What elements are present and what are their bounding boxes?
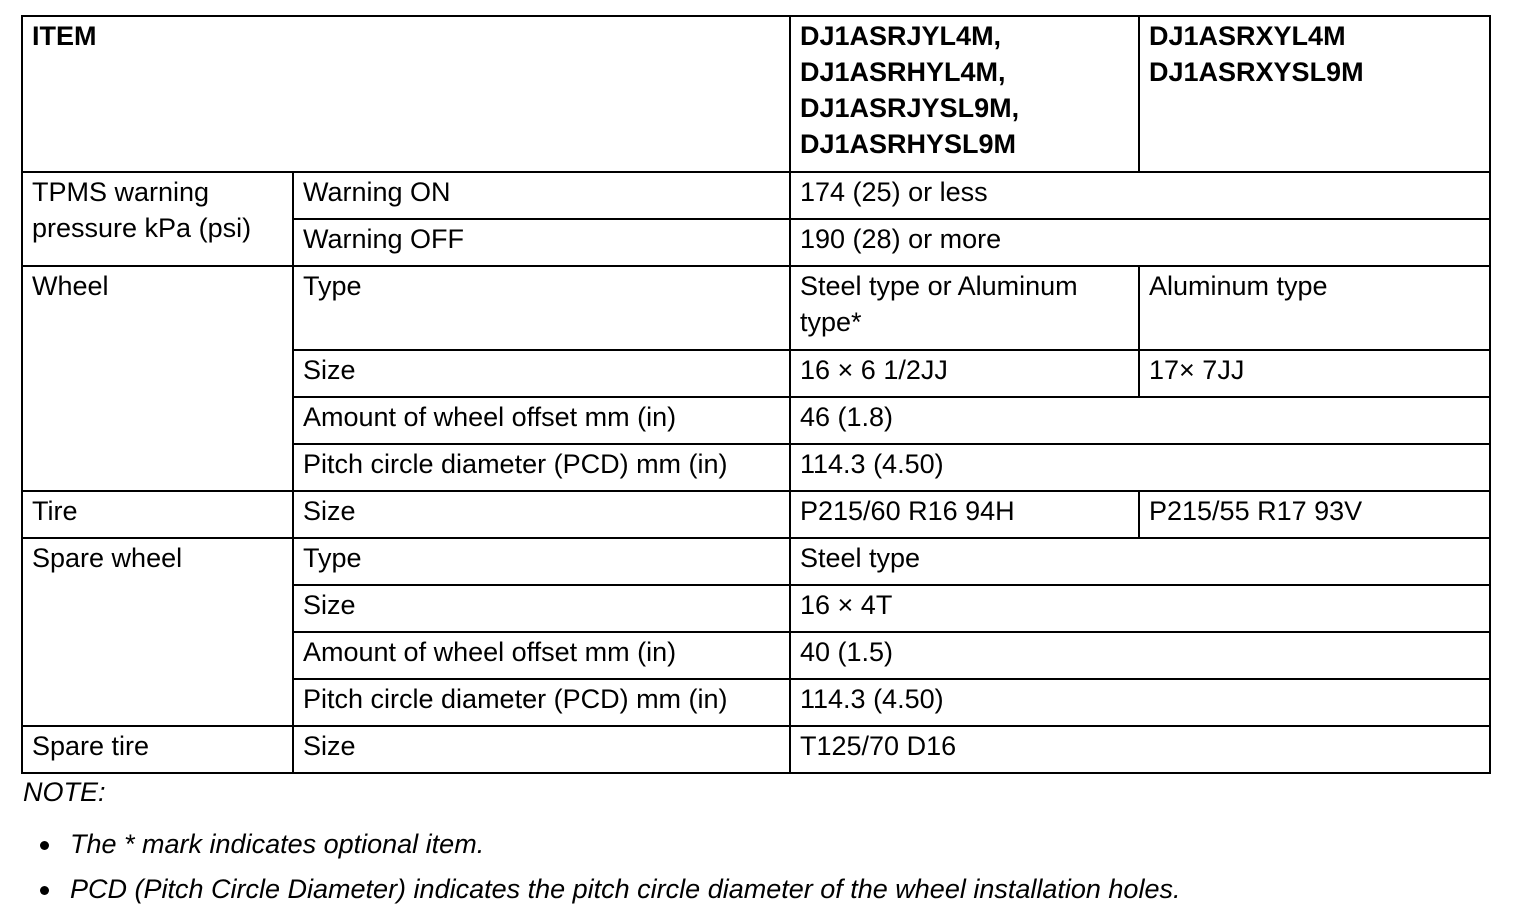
value-cell: 174 (25) or less: [790, 172, 1490, 219]
model-code: DJ1ASRXYL4M: [1149, 21, 1346, 51]
row-label-cell: Size: [293, 726, 790, 773]
model-code: DJ1ASRHYL4M,: [800, 57, 1006, 87]
value-cell: P215/55 R17 93V: [1139, 491, 1490, 538]
note-item: [40, 822, 1180, 867]
value-cell: Steel type or Aluminum type*: [790, 266, 1139, 350]
table-row: [22, 491, 1490, 538]
model-code: DJ1ASRJYL4M,: [800, 21, 1002, 51]
row-label-cell: Amount of wheel offset mm (in): [293, 632, 790, 679]
model-code: DJ1ASRJYSL9M,: [800, 93, 1020, 123]
value-cell: Aluminum type: [1139, 266, 1490, 350]
value-cell: 17× 7JJ: [1139, 350, 1490, 397]
value-cell: 190 (28) or more: [790, 219, 1490, 266]
table-row: [22, 172, 1490, 219]
value-cell: 114.3 (4.50): [790, 679, 1490, 726]
note-list: [40, 822, 1180, 912]
value-cell: T125/70 D16: [790, 726, 1490, 773]
tire-label-cell: Tire: [22, 491, 293, 538]
row-label-cell: Type: [293, 538, 790, 585]
table-row: [22, 726, 1490, 773]
row-label-cell: Type: [293, 266, 790, 350]
row-label-cell: Size: [293, 350, 790, 397]
tpms-label-cell: TPMS warning pressure kPa (psi): [22, 172, 293, 266]
bullet-icon: [40, 841, 49, 850]
note-text: PCD (Pitch Circle Diameter) indicates the pitch circle diameter of the wheel installation holes.: [70, 874, 1181, 904]
spare-wheel-label-cell: Spare wheel: [22, 538, 293, 726]
value-cell: 16 × 6 1/2JJ: [790, 350, 1139, 397]
value-cell: 46 (1.8): [790, 397, 1490, 444]
note-title: NOTE:: [23, 777, 106, 807]
table-row: [22, 266, 1490, 350]
header-row: [22, 16, 1490, 172]
row-label-cell: Warning ON: [293, 172, 790, 219]
value-cell: 114.3 (4.50): [790, 444, 1490, 491]
row-label-cell: Pitch circle diameter (PCD) mm (in): [293, 444, 790, 491]
header-models-a-cell: [790, 16, 1139, 172]
value-cell: 40 (1.5): [790, 632, 1490, 679]
bullet-icon: [40, 886, 49, 895]
value-cell: 16 × 4T: [790, 585, 1490, 632]
row-label-cell: Size: [293, 491, 790, 538]
wheel-label-cell: Wheel: [22, 266, 293, 491]
spec-table: [21, 15, 1491, 774]
header-models-b-cell: [1139, 16, 1490, 172]
note-item: [40, 867, 1180, 912]
value-cell: Steel type: [790, 538, 1490, 585]
value-cell: P215/60 R16 94H: [790, 491, 1139, 538]
table-row: [22, 538, 1490, 585]
row-label-cell: Amount of wheel offset mm (in): [293, 397, 790, 444]
note-text: The * mark indicates optional item.: [70, 829, 485, 859]
row-label-cell: Size: [293, 585, 790, 632]
model-code: DJ1ASRXYSL9M: [1149, 57, 1364, 87]
header-item-cell: ITEM: [22, 16, 790, 172]
row-label-cell: Pitch circle diameter (PCD) mm (in): [293, 679, 790, 726]
model-code: DJ1ASRHYSL9M: [800, 129, 1017, 159]
row-label-cell: Warning OFF: [293, 219, 790, 266]
spare-tire-label-cell: Spare tire: [22, 726, 293, 773]
